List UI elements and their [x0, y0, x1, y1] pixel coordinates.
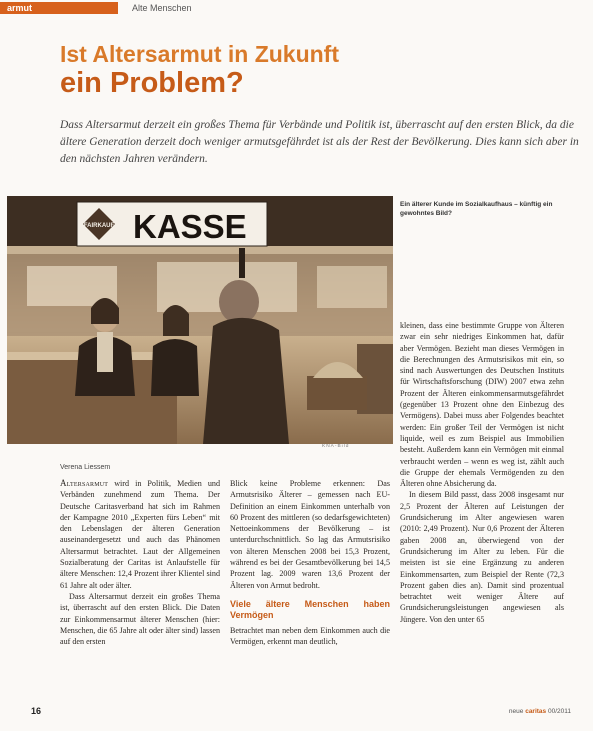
rubric-tag: armut: [0, 2, 118, 14]
article-lead: Dass Altersarmut derzeit ein großes Thema für Verbände und Politik ist, überrascht auf den ersten Blick, da die ältere Generation derzeit doch weniger armutsgefährdet ist als der Rest der Bevölkerung. Dies kann sich aber in den nächsten Jahren verändern.: [60, 119, 579, 165]
text-column-1: [60, 478, 220, 647]
text-column-2: [230, 478, 390, 648]
page-number: 16: [31, 706, 42, 716]
magazine-prefix: neue: [508, 708, 526, 715]
article-headline: [60, 42, 580, 99]
header-bar: [0, 0, 593, 16]
kasse-sign-text: KASSE: [133, 208, 247, 245]
photo-caption: Ein älterer Kunde im Sozialkaufhaus – künftig ein gewohntes Bild?: [400, 201, 553, 217]
paragraph: Dass Altersarmut derzeit ein großes Thema ist, überrascht auf den ersten Blick. Die Daten zur Einkommensarmut älterer Menschen (hier: Menschen, die 65 Jahre alt oder älter sind) lassen auf den ersten: [60, 591, 220, 647]
paragraph: [60, 478, 220, 591]
paragraph: Betrachtet man neben dem Einkommen auch die Vermögen, erkennt man deutlich,: [230, 625, 390, 647]
lead-word: Altersarmut: [60, 478, 109, 488]
section-label: Alte Menschen: [132, 3, 192, 13]
paragraph-text: wird in Politik, Medien und Verbänden zunehmend zum Thema. Der Deutsche Caritasverband hat sich im Rahmen der Kampagne 2010 „Experten fürs Leben“ mit den Lebenslagen der älteren Generation auseinandergesetzt und auch das Phänomen Altersarmut betrachtet. Laut der Allgemeinen Sozialberatung der Caritas ist Anlaufstelle für ältere Menschen: 12,4 Prozent ihrer Klientel sind 61 Jahre alt oder älter.: [60, 479, 220, 590]
article-photo: [7, 196, 397, 444]
paragraph: Blick keine Probleme erkennen: Das Armutsrisiko Älterer – gemessen nach EU-Definition an einem Einkommen unterhalb von 60 Prozent des mittleren (so dedarfsgewichteten) Nettoeinkommens der Bevölkerung – ist unterdurchschnittlich. So lag das Armutsrisiko von älteren Menschen 2008 bei 15,3 Prozent, während es bei der Gesamtbevölkerung bei 14,5 Prozent lag. 2009 waren 13,6 Prozent der Älteren von Armut bedroht.: [230, 479, 390, 590]
headline-line-2: ein Problem?: [60, 67, 244, 100]
text-column-3: [400, 320, 564, 625]
photo-credit: KNA-Bild: [322, 444, 350, 449]
issue-number: 00/2011: [546, 708, 571, 715]
author-name: Verena Liessem: [60, 464, 111, 471]
store-logo-text: FAIRKAUF: [83, 223, 115, 229]
magazine-name: caritas: [525, 708, 547, 715]
paragraph: kleinen, dass eine bestimmte Gruppe von Älteren zwar ein sehr niedriges Einkommen hat, dafür aber Vermögen. Bezieht man dieses Vermögen in die Berechnungen des Armutsrisikos mit ein, so sind nach Auswertungen des Deutschen Instituts für Wirtschaftsforschung (DIW) 2007 etwa zehn Prozent der Älteren einkommensarmutsgefährdet (gegenüber 13 Prozent ohne den Einbezug des Vermögens). Dabei muss aber Folgendes beachtet werden: Ein großer Teil der Vermögen ist nicht liquide, weil es zum Beispiel aus Immobilien besteht. Außerdem kann ein Vermögen mit einmal verbraucht werden – wenn es weg ist, zählt auch die Gruppe der ehemals Vermögenden zu den Älteren ohne Absicherung da.: [400, 321, 564, 489]
paragraph: In diesem Bild passt, dass 2008 insgesamt nur 2,5 Prozent der Älteren auf Leistungen der Grundsicherung im Alter angewiesen waren (2010: 2,49 Prozent). Nur 0,6 Prozent der Älteren gaben 2008 an, überwiegend von der Grundsicherung im Alter zu leben. Für die meisten ist sie eine Ergänzung zu anderen Einkommensarten, zum Beispiel der Rente (72,3 Prozent gaben dies an). Damit sind prozentual betrachtet weit weniger Ältere auf Grundsicherungsleistungen angewiesen als Jüngere. Von den unter 65: [400, 490, 564, 624]
headline-line-1: Ist Altersarmut in Zukunft: [60, 41, 339, 67]
subheading: Viele ältere Menschen haben Vermögen: [230, 598, 390, 620]
magazine-footer: [509, 708, 571, 715]
